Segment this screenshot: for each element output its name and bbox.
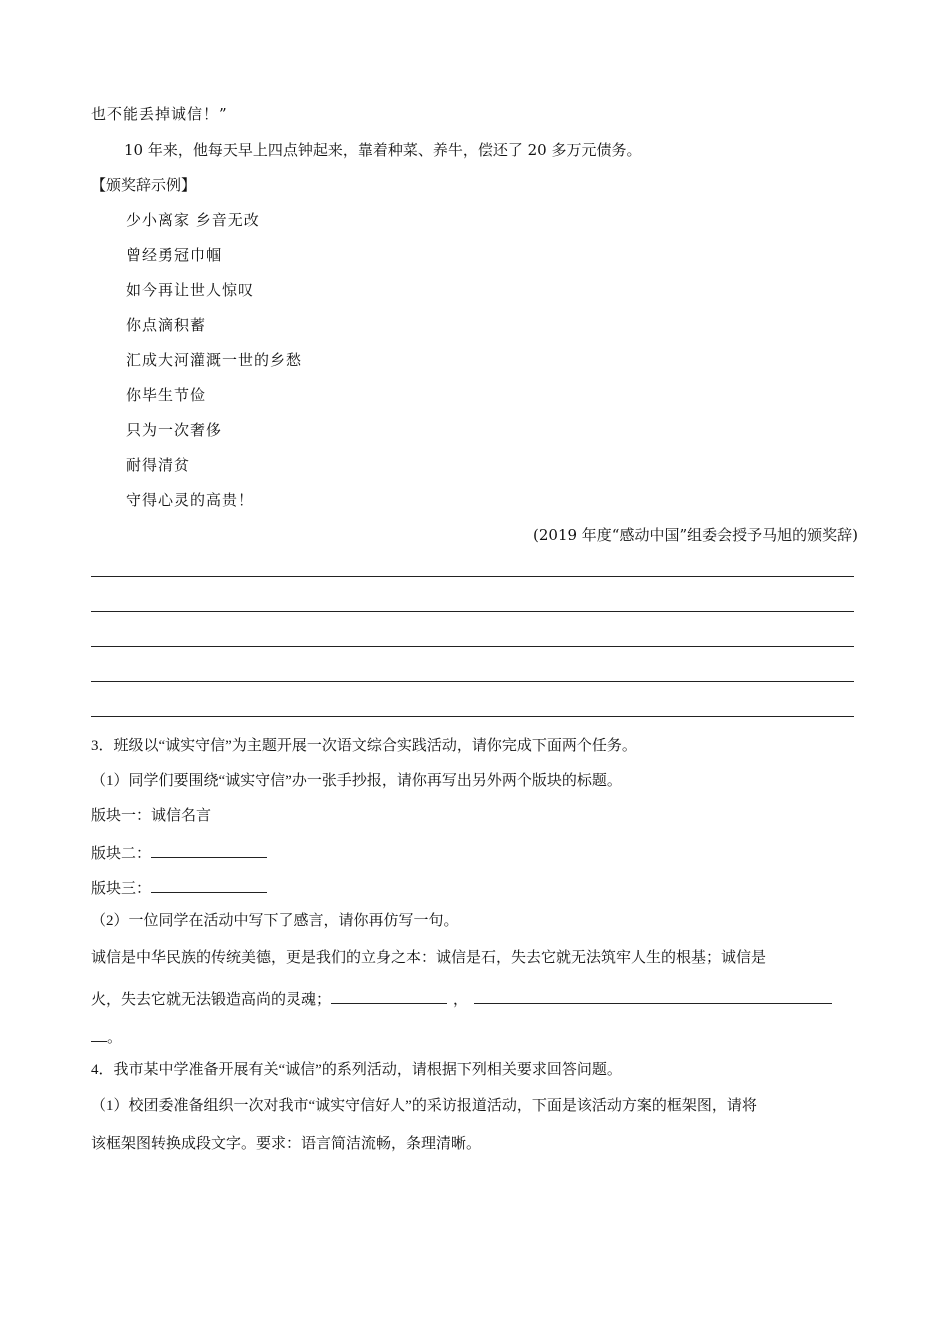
intro-quote-end: 也不能丢掉诚信！” <box>91 105 228 123</box>
q3-block2 <box>91 841 267 864</box>
answer-line[interactable] <box>91 681 854 682</box>
intro-story: 10 年来，他每天早上四点钟起来，靠着种菜、养牛，偿还了 20 多万元债务。 <box>124 141 642 159</box>
q3-block1: 版块一：诚信名言 <box>91 808 212 824</box>
answer-line[interactable] <box>91 611 854 612</box>
q3-sentence-period: 。 <box>107 1030 123 1046</box>
q3-sentence-line1: 诚信是中华民族的传统美德，更是我们的立身之本：诚信是石，失去它就无法筑牢人生的根基；诚信是 <box>91 950 767 966</box>
q4-part1-line2: 该框架图转换成段文字。要求：语言简洁流畅，条理清晰。 <box>91 1136 482 1152</box>
q3-sentence-text: 火，失去它就无法锻造高尚的灵魂； <box>91 992 332 1008</box>
award-poem-line: 少小离家 乡音无改 <box>126 211 260 229</box>
award-poem-line: 如今再让世人惊叹 <box>126 281 255 299</box>
q3-part1: （1）同学们要围绕“诚实守信”办一张手抄报，请你再写出另外两个版块的标题。 <box>91 773 622 789</box>
award-poem-line: 汇成大河灌溉一世的乡愁 <box>126 351 303 369</box>
q3-part2: （2）一位同学在活动中写下了感言，请你再仿写一句。 <box>91 913 459 929</box>
q3-block3 <box>91 876 267 899</box>
q3-block3-blank[interactable] <box>151 876 267 893</box>
answer-line[interactable] <box>91 716 854 717</box>
award-poem-line: 你毕生节俭 <box>126 386 207 404</box>
award-poem-line: 只为一次奢侈 <box>126 421 223 439</box>
q3-title: 3．班级以“诚实守信”为主题开展一次语文综合实践活动，请你完成下面两个任务。 <box>91 738 637 754</box>
award-poem-line: 曾经勇冠巾帼 <box>126 246 223 264</box>
award-poem-line: 守得心灵的高贵！ <box>126 491 255 509</box>
q4-title: 4．我市某中学准备开展有关“诚信”的系列活动，请根据下列相关要求回答问题。 <box>91 1062 622 1078</box>
answer-line[interactable] <box>91 576 854 577</box>
award-source: (2019 年度“感动中国”组委会授予马旭的颁奖辞) <box>533 526 858 544</box>
q3-block2-label: 版块二： <box>91 846 152 862</box>
award-heading: 【颁奖辞示例】 <box>91 176 197 194</box>
q3-block2-blank[interactable] <box>151 841 267 858</box>
q3-sentence-blank-1[interactable] <box>331 987 447 1004</box>
q4-part1-line1: （1）校团委准备组织一次对我市“诚实守信好人”的采访报道活动，下面是该活动方案的框架图，请将 <box>91 1098 757 1114</box>
q3-sentence-line3 <box>91 1025 122 1048</box>
answer-line[interactable] <box>91 646 854 647</box>
award-poem-line: 耐得清贫 <box>126 456 191 474</box>
q3-block3-label: 版块三： <box>91 881 152 897</box>
q3-sentence-blank-3[interactable] <box>91 1025 107 1042</box>
q3-sentence-blank-2[interactable] <box>474 987 832 1004</box>
award-poem-line: 你点滴积蓄 <box>126 316 207 334</box>
q3-sentence-line2 <box>91 987 832 1010</box>
q3-sentence-comma: ， <box>453 992 469 1008</box>
